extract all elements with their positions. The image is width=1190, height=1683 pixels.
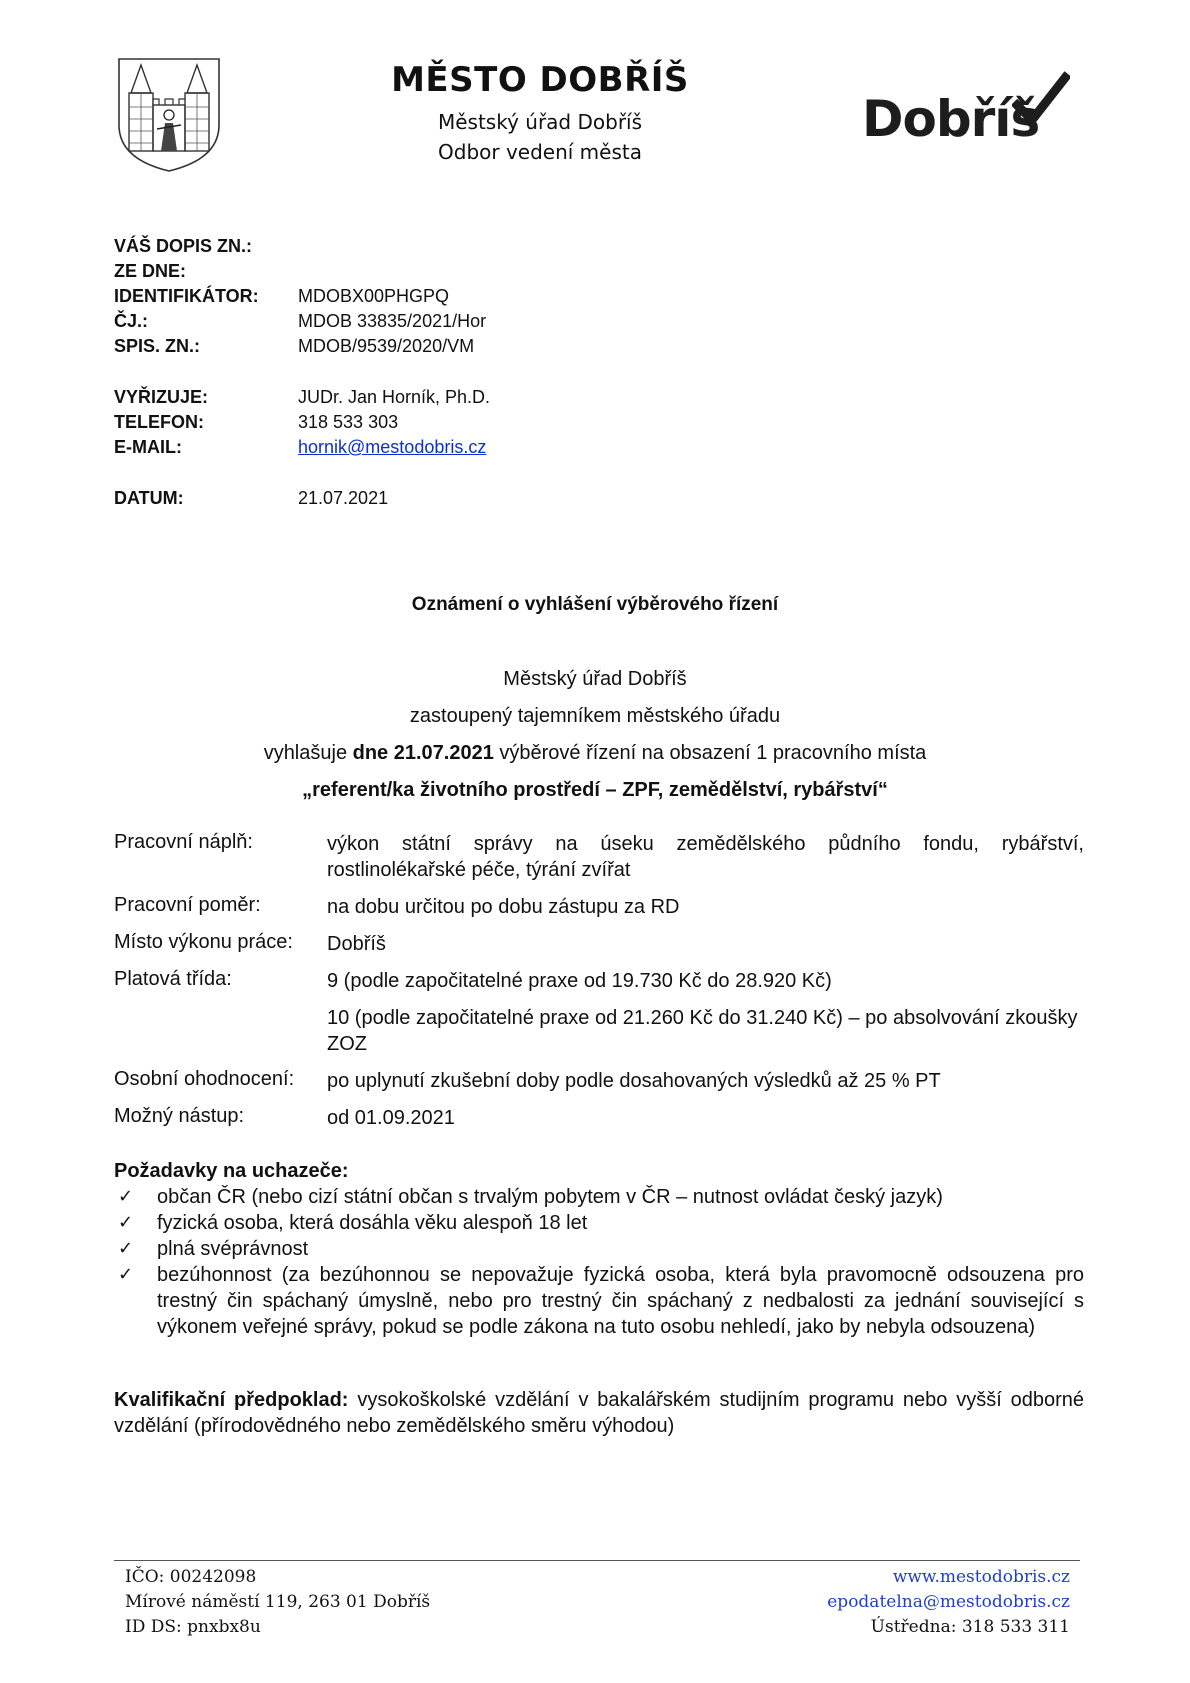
email-link[interactable]: hornik@mestodobris.cz — [298, 437, 487, 457]
checkmark-icon: ✓ — [118, 1212, 134, 1233]
requirement-text: bezúhonnost (za bezúhonnou se nepovažuje fyzická osoba, která byla pravomocně odsouzena pro trestný čin spáchaný úmyslně, nebo pro trestný čin spáchaný z nedbalosti za jednání související s výkonem veřejné správy, pokud se podle zákona na tuto osobu nehledí, jako by nebyla odsouzena) — [157, 1264, 1084, 1338]
checkmark-icon: ✓ — [118, 1186, 134, 1207]
requirements-heading: Požadavky na uchazeče: — [114, 1160, 349, 1182]
footer-divider — [114, 1560, 1080, 1561]
meta-label-identifier: IDENTIFIKÁTOR: — [114, 286, 259, 306]
notice-line-representative: zastoupený tajemníkem městského úřadu — [409, 705, 781, 727]
footer-data-box: ID DS: pnxbx8u — [125, 1617, 261, 1637]
requirements-list — [114, 1184, 1084, 1340]
requirement-text: plná svéprávnost — [157, 1238, 309, 1260]
meta-label-phone: TELEFON: — [114, 412, 204, 432]
info-value-workplace: Dobříš — [327, 933, 386, 955]
info-label-employment: Pracovní poměr: — [114, 894, 261, 916]
qualification-label: Kvalifikační předpoklad: — [114, 1389, 349, 1411]
meta-label-date-ref: ZE DNE: — [114, 261, 186, 281]
department-name: Odbor vedení města — [438, 140, 642, 164]
info-value-salary-9: 9 (podle započitatelné praxe od 19.730 Kč do 28.920 Kč) — [327, 970, 832, 992]
info-label-duties: Pracovní náplň: — [114, 831, 253, 853]
footer-phone: Ústředna: 318 533 311 — [870, 1617, 1070, 1637]
position-title: „referent/ka životního prostředí – ZPF, zemědělství, rybářství“ — [302, 779, 888, 801]
notice-line-office: Městský úřad Dobříš — [503, 668, 687, 690]
meta-value-email — [298, 437, 486, 458]
list-item — [114, 1262, 1084, 1340]
city-title: MĚSTO DOBŘÍŠ — [391, 60, 689, 100]
footer-ico: IČO: 00242098 — [125, 1567, 257, 1587]
meta-label-date: DATUM: — [114, 488, 184, 508]
requirement-text: fyzická osoba, která dosáhla věku alespoň 18 let — [157, 1212, 588, 1234]
info-value-salary-10: 10 (podle započitatelné praxe od 21.260 Kč do 31.240 Kč) – po absolvování zkoušky ZOZ — [327, 1007, 1078, 1055]
info-label-workplace: Místo výkonu práce: — [114, 931, 293, 953]
list-item — [114, 1184, 1084, 1210]
list-item — [114, 1210, 1084, 1236]
announcement-post: výběrové řízení na obsazení 1 pracovního místa — [493, 742, 927, 764]
qualification-text: vysokoškolské vzdělání v bakalářském studijním programu nebo vyšší odborné vzdělání (přírodovědného nebo zemědělského směru výhodou) — [114, 1389, 1085, 1437]
checkmark-icon: ✓ — [118, 1238, 134, 1259]
meta-value-phone: 318 533 303 — [298, 412, 399, 432]
list-item — [114, 1236, 1084, 1262]
footer-address: Mírové náměstí 119, 263 01 Dobříš — [125, 1592, 431, 1612]
footer-email-link[interactable]: epodatelna@mestodobris.cz — [827, 1592, 1070, 1612]
meta-value-handler: JUDr. Jan Horník, Ph.D. — [298, 387, 491, 407]
announcement-pre: vyhlašuje — [263, 742, 353, 764]
announcement-date: dne 21.07.2021 — [352, 742, 494, 764]
meta-value-identifier: MDOBX00PHGPQ — [298, 286, 450, 306]
meta-label-email: E-MAIL: — [114, 437, 182, 457]
meta-label-handler: VYŘIZUJE: — [114, 387, 209, 407]
info-value-bonus: po uplynutí zkušební doby podle dosahovaných výsledků až 25 % PT — [327, 1070, 941, 1092]
info-label-salary: Platová třída: — [114, 968, 232, 990]
info-label-bonus: Osobní ohodnocení: — [114, 1068, 295, 1090]
checkmark-logo-icon — [1012, 68, 1070, 128]
meta-value-file: MDOB/9539/2020/VM — [298, 336, 475, 356]
meta-value-cj: MDOB 33835/2021/Hor — [298, 311, 487, 331]
info-value-start: od 01.09.2021 — [327, 1107, 455, 1129]
qualification-paragraph — [114, 1387, 1084, 1439]
checkmark-icon: ✓ — [118, 1264, 134, 1285]
meta-value-date: 21.07.2021 — [298, 488, 389, 508]
document-title: Oznámení o vyhlášení výběrového řízení — [411, 594, 779, 615]
meta-label-file: SPIS. ZN.: — [114, 336, 201, 356]
meta-label-cj: ČJ.: — [114, 311, 149, 331]
city-crest-icon — [113, 55, 225, 175]
city-logo-text: Dobříš — [862, 90, 1040, 148]
office-name: Městský úřad Dobříš — [437, 110, 643, 134]
meta-label-ref: VÁŠ DOPIS ZN.: — [114, 236, 253, 256]
footer-web-link[interactable]: www.mestodobris.cz — [892, 1567, 1070, 1587]
notice-line-announcement — [114, 742, 1076, 765]
info-value-employment: na dobu určitou po dobu zástupu za RD — [327, 896, 680, 918]
info-label-start: Možný nástup: — [114, 1105, 245, 1127]
info-value-duties: výkon státní správy na úseku zemědělského půdního fondu, rybářství, rostlinolékařské péče, týrání zvířat — [327, 833, 1084, 881]
requirement-text: občan ČR (nebo cizí státní občan s trvalým pobytem v ČR – nutnost ovládat český jazyk) — [157, 1186, 943, 1208]
